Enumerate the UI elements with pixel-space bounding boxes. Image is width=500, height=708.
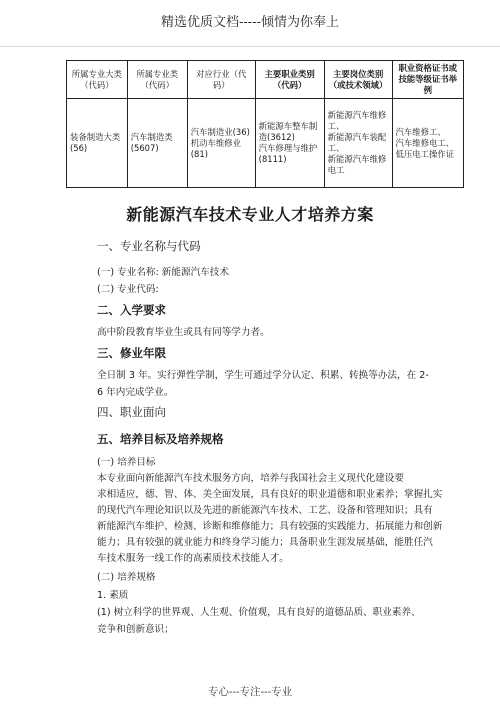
paragraph-line: 高中阶段教育毕业生或具有同等学力者。 <box>97 327 270 338</box>
table-header-cell <box>255 61 324 99</box>
header-text: 职业资格证书或技能等级证书举例 <box>398 63 458 95</box>
header-text: 所属专业大类（代码） <box>71 68 122 90</box>
header-text: 所属专业类（代码） <box>136 68 179 90</box>
table-header-row <box>67 61 464 99</box>
header-text: 主要职业类别（代码） <box>264 68 315 90</box>
table-header-cell <box>67 61 128 99</box>
page-footer: 专心---专注---专业 <box>207 686 293 698</box>
table-row <box>67 99 464 188</box>
table-header-cell <box>324 61 392 99</box>
paragraph-line: 全日制 3 年。实行弹性学制，学生可通过学分认定、积累、转换等办法，在 2- <box>97 370 429 381</box>
paragraph-line: (二) 专业代码: <box>97 284 159 295</box>
paragraph-line: 能力；具有较强的就业能力和终身学习能力；具备职业生涯发展基础，能胜任汽 <box>97 537 433 548</box>
paragraph-line: 竞争和创新意识； <box>97 624 174 635</box>
page-header: 精选优质文档-----倾情为你奉上 <box>0 0 500 47</box>
paragraph-line: 车技术服务一线工作的高素质技术技能人才。 <box>97 553 289 564</box>
paragraph-line: (一) 专业名称: 新能源汽车技术 <box>97 267 229 278</box>
paragraph-line: 求相适应，德、智、体、美全面发展，具有良好的职业道德和职业素养；掌握扎实 <box>97 489 443 500</box>
paragraph-line: 的现代汽车理论知识以及先进的新能源汽车技术、工艺、设备和管理知识；具有 <box>97 505 433 516</box>
paragraph-line: 新能源汽车维护、检测、诊断和维修能力；具有较强的实践能力、拓展能力和创新 <box>97 521 443 532</box>
table-cell: 装备制造大类(56) <box>67 99 128 188</box>
table-cell: 汽车制造业(36) 机动车维修业(81) <box>187 99 255 188</box>
table-header-cell <box>127 61 187 99</box>
section-heading: 四、职业面向 <box>97 405 166 419</box>
paragraph-line: 本专业面向新能源汽车技术服务方向，培养与我国社会主义现代化建设要 <box>97 473 404 484</box>
table-header-cell <box>392 61 463 99</box>
table-cell: 汽车制造类(5607) <box>127 99 187 188</box>
section-heading: 三、修业年限 <box>97 346 166 360</box>
document-title: 新能源汽车技术专业人才培养方案 <box>126 205 374 224</box>
table-header-cell <box>187 61 255 99</box>
section-heading: 一、专业名称与代码 <box>97 239 201 253</box>
table-cell: 汽车维修工、 汽车维修电工、 低压电工操作证 <box>392 99 463 188</box>
header-text: 对应行业（代码） <box>196 68 247 90</box>
section-heading: 五、培养目标及培养规格 <box>97 432 224 446</box>
table-cell: 新能源汽车维修工、 新能源汽车装配工、 新能源汽车维修电工 <box>324 99 392 188</box>
subsection-heading: 1. 素质 <box>97 590 129 601</box>
paragraph-line: 6 年内完成学业。 <box>97 387 174 398</box>
specialty-code-table <box>66 60 464 188</box>
paragraph-line: (1) 树立科学的世界观、人生观、价值观，具有良好的道德品质、职业素养、 <box>97 607 421 618</box>
header-text: 主要岗位类别（或技术领域） <box>328 68 388 90</box>
subsection-heading: (二) 培养规格 <box>97 572 156 583</box>
table-cell: 新能源车整车制造(3612) 汽车修理与维护(8111) <box>255 99 324 188</box>
subsection-heading: (一) 培养目标 <box>97 457 156 468</box>
section-heading: 二、入学要求 <box>97 303 166 317</box>
